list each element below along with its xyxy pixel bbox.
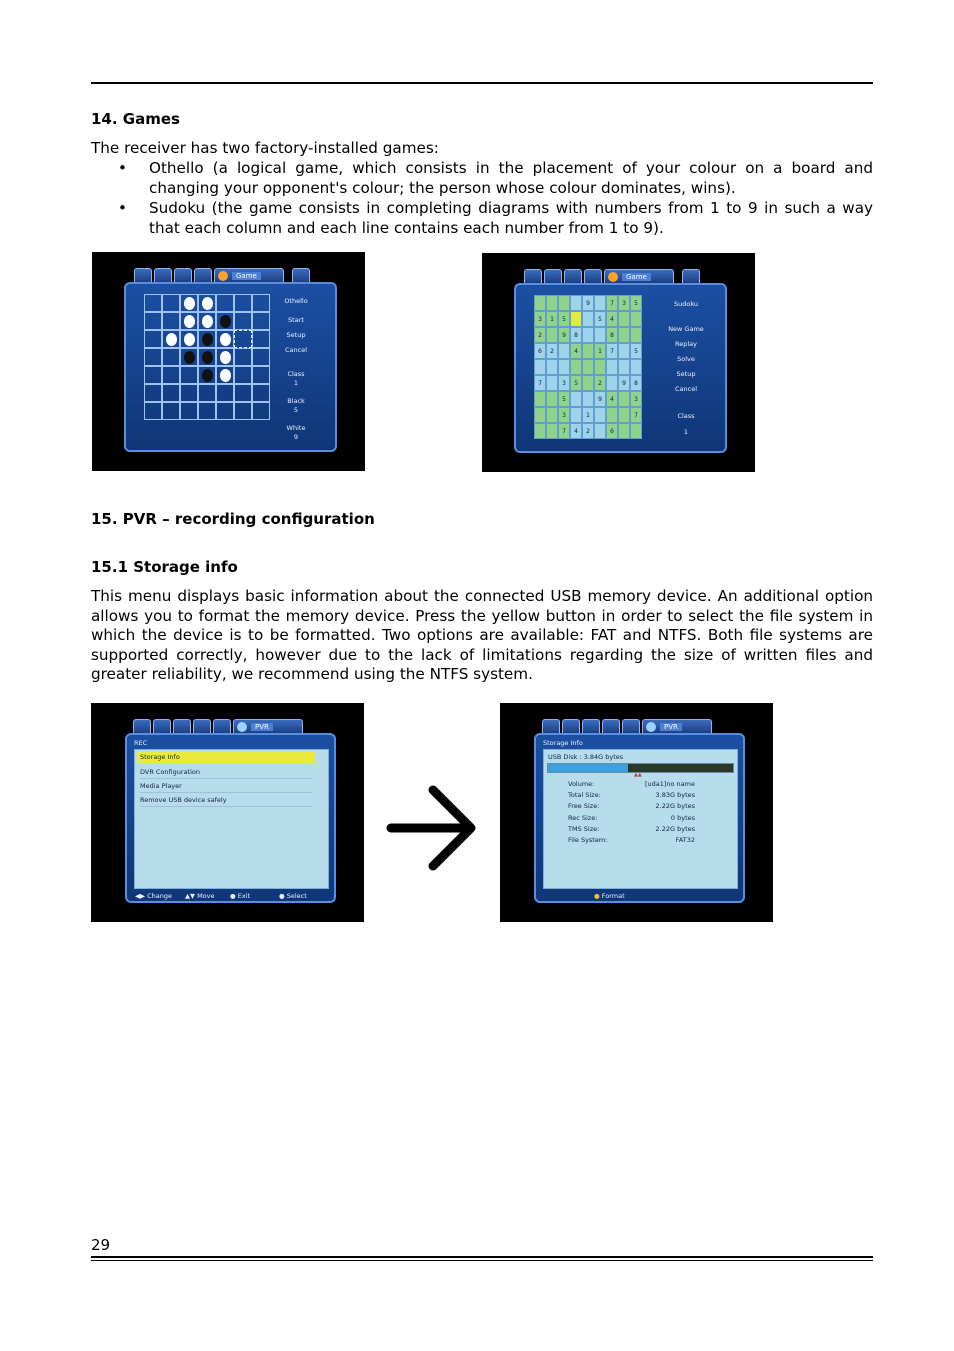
sudoku-cell[interactable]: 3 [534,311,546,327]
start-option[interactable]: Start [288,316,304,324]
sudoku-cell[interactable] [570,391,582,407]
rec-title: REC [134,739,148,747]
menu-item-remove-usb[interactable]: Remove USB device safely [140,795,312,807]
storage-info-screenshot [500,703,773,922]
game-icon [608,272,618,282]
tab-game [214,268,284,283]
tab-icon [622,719,640,734]
sudoku-cell[interactable] [630,423,642,439]
sudoku-cell[interactable] [546,375,558,391]
replay-option[interactable]: Replay [675,340,697,348]
menu-item-storage-info[interactable]: Storage Info [137,752,315,763]
tab-label: PVR [251,723,273,731]
storage-row-value: [uda1]no name [644,780,695,788]
up-down-icon: ▲▼ [185,892,195,900]
sudoku-cell[interactable]: 6 [606,423,618,439]
page-number: 29 [91,1236,111,1254]
bottom-rule [91,1256,873,1258]
bullet-othello: • Othello (a logical game, which consists in the placement of your colour on a board and changing your opponent's colour; the person whose colour dominates, wins). [118,159,873,197]
tab-icon [134,268,152,283]
sudoku-cell[interactable] [594,423,606,439]
sudoku-cell[interactable]: 1 [546,311,558,327]
sudoku-cell[interactable]: 5 [594,311,606,327]
sudoku-cell[interactable]: 3 [630,391,642,407]
storage-row-key: Volume: [568,780,595,788]
game-panel [124,282,337,452]
sudoku-cell[interactable] [534,359,546,375]
top-rule [91,82,873,84]
sudoku-cell[interactable]: 5 [630,295,642,311]
footer-select-label: Select [286,892,307,900]
tab-game [604,269,674,284]
storage-row-value: 3.83G bytes [655,791,695,800]
sudoku-cell[interactable] [534,391,546,407]
sudoku-cell[interactable]: 2 [534,327,546,343]
sudoku-cell[interactable]: 3 [558,375,570,391]
sudoku-cell[interactable]: 9 [594,391,606,407]
footer-change-label: Change [147,892,172,900]
othello-screenshot [92,252,365,471]
sudoku-cell[interactable] [534,295,546,311]
tab-icon [562,719,580,734]
cancel-option[interactable]: Cancel [674,385,698,393]
left-right-icon: ◀▶ [135,892,145,900]
solve-option[interactable]: Solve [677,355,695,363]
storage-row-value: 2.22G bytes [655,824,695,833]
sudoku-cell[interactable]: 1 [594,343,606,359]
setup-option[interactable]: Setup [286,331,306,339]
sudoku-cell[interactable]: 4 [570,343,582,359]
sudoku-cell[interactable]: 7 [558,423,570,439]
sudoku-cell[interactable]: 2 [582,423,594,439]
tab-label: Game [232,272,261,280]
tab-icon [193,719,211,734]
tab-icon [213,719,231,734]
white-label: White [286,424,306,432]
bullet-othello-text: Othello (a logical game, which consists in the placement of your colour on a board and changing your opponent's colour; the person whose colour dominates, wins). [149,159,873,197]
storage-row-value: 0 bytes [670,813,695,822]
tab-icon [194,268,212,283]
sudoku-cell[interactable]: 3 [618,295,630,311]
footer-select [279,892,307,900]
sudoku-cell[interactable] [618,343,630,359]
sudoku-cell[interactable] [582,343,594,359]
sudoku-cell[interactable]: 7 [534,375,546,391]
sudoku-cell[interactable]: 4 [606,391,618,407]
sudoku-cell[interactable]: 9 [618,375,630,391]
othello-title: Othello [284,297,308,305]
sudoku-cell[interactable]: 5 [558,391,570,407]
storage-content [543,749,738,889]
tab-icon [174,268,192,283]
sudoku-cell[interactable]: 3 [558,407,570,423]
sudoku-cell[interactable] [534,407,546,423]
usage-marker-icon: ▲▲ [634,772,642,778]
class-value: 1 [293,379,299,387]
storage-row-key: File System: [568,836,608,844]
tab-icon [602,719,620,734]
sudoku-cell[interactable] [570,311,582,327]
menu-item-dvr-configuration[interactable]: DVR Configuration [140,767,312,779]
usage-bar-fill [548,764,628,772]
storage-row-key: Free Size: [568,802,600,811]
white-value: 9 [293,433,299,441]
sudoku-cell[interactable]: 6 [534,343,546,359]
sudoku-cell[interactable]: 4 [606,311,618,327]
sudoku-cell[interactable] [546,423,558,439]
sudoku-cell[interactable]: 4 [570,423,582,439]
sudoku-cell[interactable]: 9 [558,327,570,343]
tab-icon [682,269,700,284]
bottom-rule-thin [91,1260,873,1261]
sudoku-cell[interactable] [582,375,594,391]
class-label: Class [287,370,305,378]
sudoku-cell[interactable] [606,375,618,391]
sudoku-cell[interactable] [594,327,606,343]
sudoku-cell[interactable] [558,295,570,311]
sudoku-cell[interactable]: 7 [630,407,642,423]
sudoku-cell[interactable] [570,407,582,423]
sudoku-cell[interactable]: 5 [630,343,642,359]
sudoku-cell[interactable]: 8 [630,375,642,391]
tab-icon [153,719,171,734]
sudoku-cell[interactable] [618,359,630,375]
sudoku-cell[interactable] [558,343,570,359]
game-panel [514,283,727,453]
sudoku-title: Sudoku [673,300,699,308]
sudoku-cell[interactable] [582,391,594,407]
sudoku-cell[interactable] [546,391,558,407]
sudoku-cell[interactable] [546,359,558,375]
footer-change [135,892,172,900]
sudoku-cell[interactable] [594,295,606,311]
sudoku-cell[interactable] [606,407,618,423]
storage-row-value: FAT32 [675,836,695,844]
ok-icon: ● [279,892,285,900]
bullet-sudoku-text: Sudoku (the game consists in completing diagrams with numbers from 1 to 9 in such a way that each column and each line contains each number from 1 to 9). [149,199,873,237]
tab-label: Game [622,273,651,281]
class-value: 1 [683,428,689,436]
tab-icon [173,719,191,734]
rec-panel [125,733,336,903]
sudoku-cell[interactable]: 7 [606,343,618,359]
footer-move [185,892,215,900]
tab-icon [584,269,602,284]
storage-row-value: 2.22G bytes [655,802,695,811]
tab-icon [542,719,560,734]
usb-disk-label: USB Disk : 3.84G bytes [548,753,624,761]
game-icon [218,271,228,281]
footer-exit [230,892,250,900]
section-heading-pvr: 15. PVR – recording configuration [91,510,375,528]
sudoku-cell[interactable]: 5 [558,311,570,327]
tab-label: PVR [660,723,682,731]
sudoku-cell[interactable]: 1 [582,407,594,423]
black-value: 5 [293,406,299,414]
setup-option[interactable]: Setup [676,370,696,378]
sudoku-cell[interactable] [618,327,630,343]
sudoku-cell[interactable] [630,311,642,327]
tab-icon [292,268,310,283]
tab-icon [133,719,151,734]
sudoku-cell[interactable] [558,359,570,375]
class-label: Class [677,412,695,420]
tab-icon [154,268,172,283]
sudoku-cell[interactable] [618,391,630,407]
black-label: Black [287,397,305,405]
tab-icon [544,269,562,284]
games-intro: The receiver has two factory-installed games: [91,139,439,157]
yellow-button-icon: ● [594,892,600,900]
sudoku-cell[interactable] [618,423,630,439]
sudoku-cell[interactable] [546,295,558,311]
sudoku-cell[interactable] [630,359,642,375]
sudoku-cell[interactable]: 9 [582,295,594,311]
sudoku-cell[interactable] [618,311,630,327]
tab-pvr [642,719,712,734]
rec-list [134,749,329,889]
tab-icon [524,269,542,284]
bullet-sudoku: • Sudoku (the game consists in completing diagrams with numbers from 1 to 9 in such a way that each column and each line contains each number from 1 to 9). [118,199,873,237]
sudoku-cell[interactable] [570,295,582,311]
pvr-icon [237,722,247,732]
storage-title: Storage Info [543,739,583,747]
sudoku-cell[interactable] [630,327,642,343]
tab-icon [564,269,582,284]
exit-icon: ● [230,892,236,900]
menu-item-media-player[interactable]: Media Player [140,781,312,793]
cancel-option[interactable]: Cancel [284,346,308,354]
storage-row-key: Rec Size: [568,813,598,822]
sudoku-cell[interactable]: 8 [606,327,618,343]
storage-row-key: TMS Size: [568,824,600,833]
footer-move-label: Move [197,892,215,900]
pvr-icon [646,722,656,732]
sudoku-cell[interactable]: 8 [570,327,582,343]
sudoku-cell[interactable] [618,407,630,423]
section-heading-games: 14. Games [91,110,180,128]
sudoku-cell[interactable] [582,327,594,343]
storage-paragraph: This menu displays basic information about the connected USB memory device. An additional option allows you to format the memory device. Press the yellow button in order to select the file system in which the device is to be formatted. Two options are available: FAT and NTFS. Both file systems are supported correctly, however due to the lack of limitations regarding the size of written files and greater reliability, we recommend using the NTFS system. [91,587,873,684]
sudoku-screenshot [482,253,755,472]
rec-menu-screenshot [91,703,364,922]
sudoku-cell[interactable] [594,407,606,423]
sudoku-cell[interactable] [582,359,594,375]
sudoku-cell[interactable] [606,359,618,375]
sudoku-cell[interactable]: 5 [570,375,582,391]
footer-format-label: Format [601,892,625,900]
storage-row-key: Total Size: [568,791,601,800]
sudoku-cell[interactable] [534,423,546,439]
sudoku-cell[interactable] [594,359,606,375]
footer-format [594,892,625,900]
sudoku-cell[interactable]: 2 [546,343,558,359]
sudoku-cell[interactable] [546,327,558,343]
sudoku-cell[interactable]: 7 [606,295,618,311]
sudoku-board [534,295,642,439]
tab-icon [582,719,600,734]
subsection-heading-storage: 15.1 Storage info [91,558,238,576]
sudoku-cell[interactable] [546,407,558,423]
tab-pvr [233,719,303,734]
othello-board [144,294,270,420]
storage-panel [534,733,745,903]
arrow-right-icon [385,780,481,876]
sudoku-cell[interactable]: 2 [594,375,606,391]
new-game-option[interactable]: New Game [668,325,704,333]
sudoku-cell[interactable] [570,359,582,375]
footer-exit-label: Exit [237,892,251,900]
sudoku-cell[interactable] [582,311,594,327]
